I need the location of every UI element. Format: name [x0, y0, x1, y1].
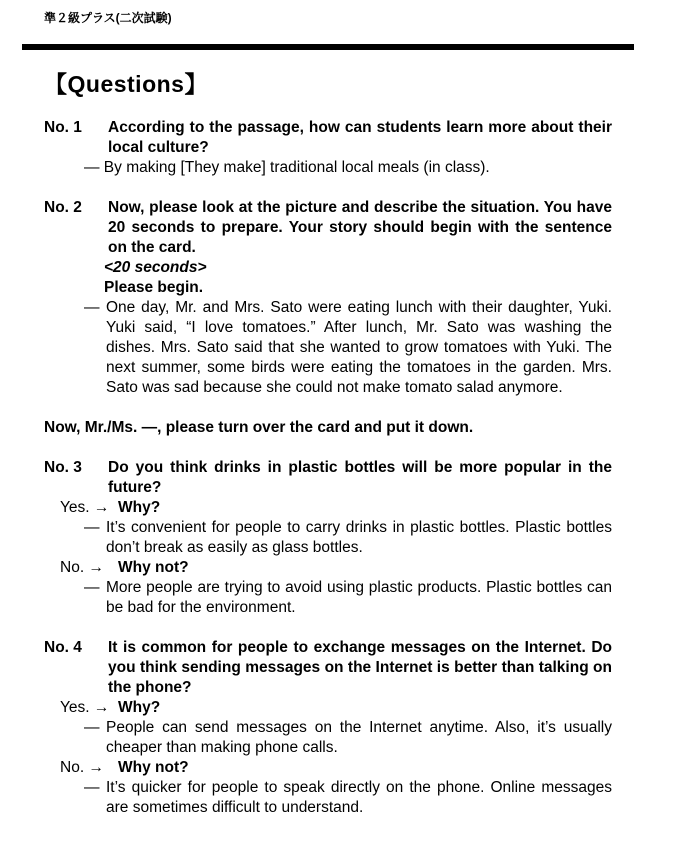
- no-option: [60, 758, 612, 778]
- answer-dash: —: [84, 519, 100, 536]
- yes-option: [60, 498, 612, 518]
- why-prompt: Why?: [118, 499, 161, 516]
- answer-text: It’s convenient for people to carry drinks in plastic bottles. Plastic bottles don’t break as easily as glass bottles.: [106, 519, 612, 556]
- why-not-prompt: Why not?: [118, 559, 189, 576]
- answer-text: More people are trying to avoid using plastic products. Plastic bottles can be bad for the environment.: [106, 579, 612, 616]
- answer-text: One day, Mr. and Mrs. Sato were eating lunch with their daughter, Yuki. Yuki said, “I love tomatoes.” After lunch, Mr. Sato was washing the dishes. Mrs. Sato said that she wanted to grow tomatoes with Yuki. The next summer, some birds were eating the tomatoes in the garden. Mrs. Sato was sad because she could not make tomato salad anymore.: [106, 299, 612, 396]
- no-answer: [84, 578, 612, 618]
- question-text: According to the passage, how can students learn more about their local culture?: [108, 119, 612, 156]
- no-option: [60, 558, 612, 578]
- timer-note: <20 seconds>: [104, 259, 207, 276]
- yes-label: Yes.: [60, 699, 90, 716]
- question-2: [44, 198, 612, 258]
- no-answer: [84, 778, 612, 818]
- question-number: No. 2: [44, 199, 82, 216]
- question-3: [44, 458, 612, 498]
- arrow-icon: →: [88, 559, 104, 576]
- yes-option: [60, 698, 612, 718]
- question-text: Now, please look at the picture and describe the situation. You have 20 seconds to prepare. Your story should begin with the sentence on the card.: [108, 199, 612, 256]
- question-1: [44, 118, 612, 158]
- section-title: 【Questions】: [44, 71, 208, 97]
- arrow-icon: →: [93, 699, 110, 716]
- answer-dash: —: [84, 299, 100, 316]
- answer-dash: —: [84, 579, 100, 596]
- why-prompt: Why?: [118, 699, 161, 716]
- answer-text: People can send messages on the Internet anytime. Also, it’s usually cheaper than making phone calls.: [106, 719, 612, 756]
- header-rule: [22, 44, 634, 50]
- turn-over-instruction: Now, Mr./Ms. —, please turn over the card and put it down.: [44, 419, 474, 436]
- question-text: Do you think drinks in plastic bottles will be more popular in the future?: [108, 459, 612, 496]
- arrow-icon: →: [88, 759, 104, 776]
- answer-dash: —: [84, 719, 100, 736]
- yes-label: Yes.: [60, 499, 90, 516]
- arrow-icon: →: [93, 499, 110, 516]
- answer-dash: —: [84, 779, 100, 796]
- yes-answer: [84, 718, 612, 758]
- no-label: No.: [60, 759, 85, 776]
- exam-header: 準２級プラス(二次試験): [44, 11, 172, 25]
- questions-content: [44, 118, 612, 818]
- question-number: No. 4: [44, 639, 82, 656]
- yes-answer: [84, 518, 612, 558]
- why-not-prompt: Why not?: [118, 759, 189, 776]
- begin-prompt: Please begin.: [104, 279, 204, 296]
- question-number: No. 3: [44, 459, 82, 476]
- question-4: [44, 638, 612, 698]
- question-text: It is common for people to exchange messages on the Internet. Do you think sending messages on the Internet is better than talking on the phone?: [108, 639, 612, 696]
- question-number: No. 1: [44, 119, 82, 136]
- answer-2: [84, 298, 612, 398]
- no-label: No.: [60, 559, 85, 576]
- answer-text: It’s quicker for people to speak directly on the phone. Online messages are sometimes difficult to understand.: [106, 779, 612, 816]
- answer-1: — By making [They make] traditional local meals (in class).: [84, 159, 490, 176]
